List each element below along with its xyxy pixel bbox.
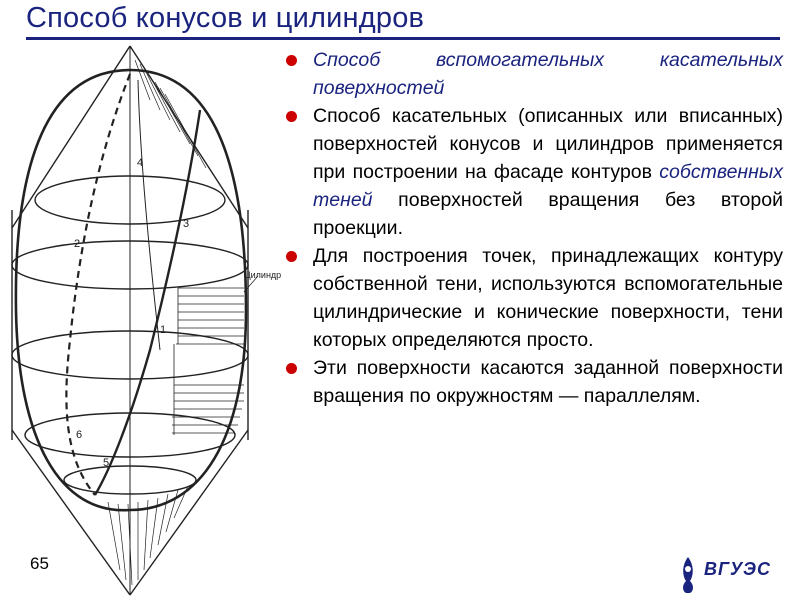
contour-line-inner [138, 80, 160, 350]
slide-title: Способ конусов и цилиндров [26, 2, 425, 34]
bullet-dot [286, 111, 297, 122]
bullet-item-2 [283, 102, 783, 242]
bullet-list [283, 46, 783, 410]
label-6: 6 [76, 429, 83, 441]
bullet-dot [286, 363, 297, 374]
label-1: 1 [160, 324, 167, 336]
bullet-text-3: Для построения точек, принадлежащих контуру собственной тени, используются вспомогательные цилиндрические и конические поверхности, тени которых определяются просто. [313, 245, 783, 351]
shadow-contour-solid [95, 110, 200, 495]
label-4: 4 [137, 157, 144, 169]
logo-text: ВГУЭС [704, 559, 771, 579]
bullet-text-2-emphasis: собственных теней [313, 161, 783, 211]
rotation-surface-drawing [0, 40, 300, 600]
bullet-item-3 [283, 242, 783, 354]
bullet-dot [286, 55, 297, 66]
label-cylinder: Цилиндр [244, 270, 282, 280]
university-logo [676, 555, 776, 595]
upper-cone-hatching [135, 60, 206, 168]
bullet-item-1 [283, 46, 783, 102]
logo-emblem-icon [676, 555, 700, 595]
surface-outline [16, 70, 246, 510]
upper-cone-left-edge [12, 46, 130, 228]
label-2: 2 [74, 238, 81, 250]
bullet-text-4: Эти поверхности касаются заданной поверхности вращения по окружностям — параллелям. [313, 357, 783, 407]
label-3: 3 [183, 218, 190, 230]
bullet-text-2b: поверхностей вращения без второй проекции. [313, 189, 783, 239]
label-5: 5 [103, 457, 110, 469]
bullet-text-2a: Способ касательных (описанных или вписанных) поверхностей конусов и цилиндров применяется при построении на фасаде контуров [313, 105, 783, 183]
lower-cone-right-edge [130, 430, 248, 595]
page-number: 65 [30, 554, 49, 573]
bullet-item-4 [283, 354, 783, 410]
bullet-text-1: Способ вспомогательных касательных поверхностей [313, 49, 783, 99]
bullet-dot [286, 251, 297, 262]
